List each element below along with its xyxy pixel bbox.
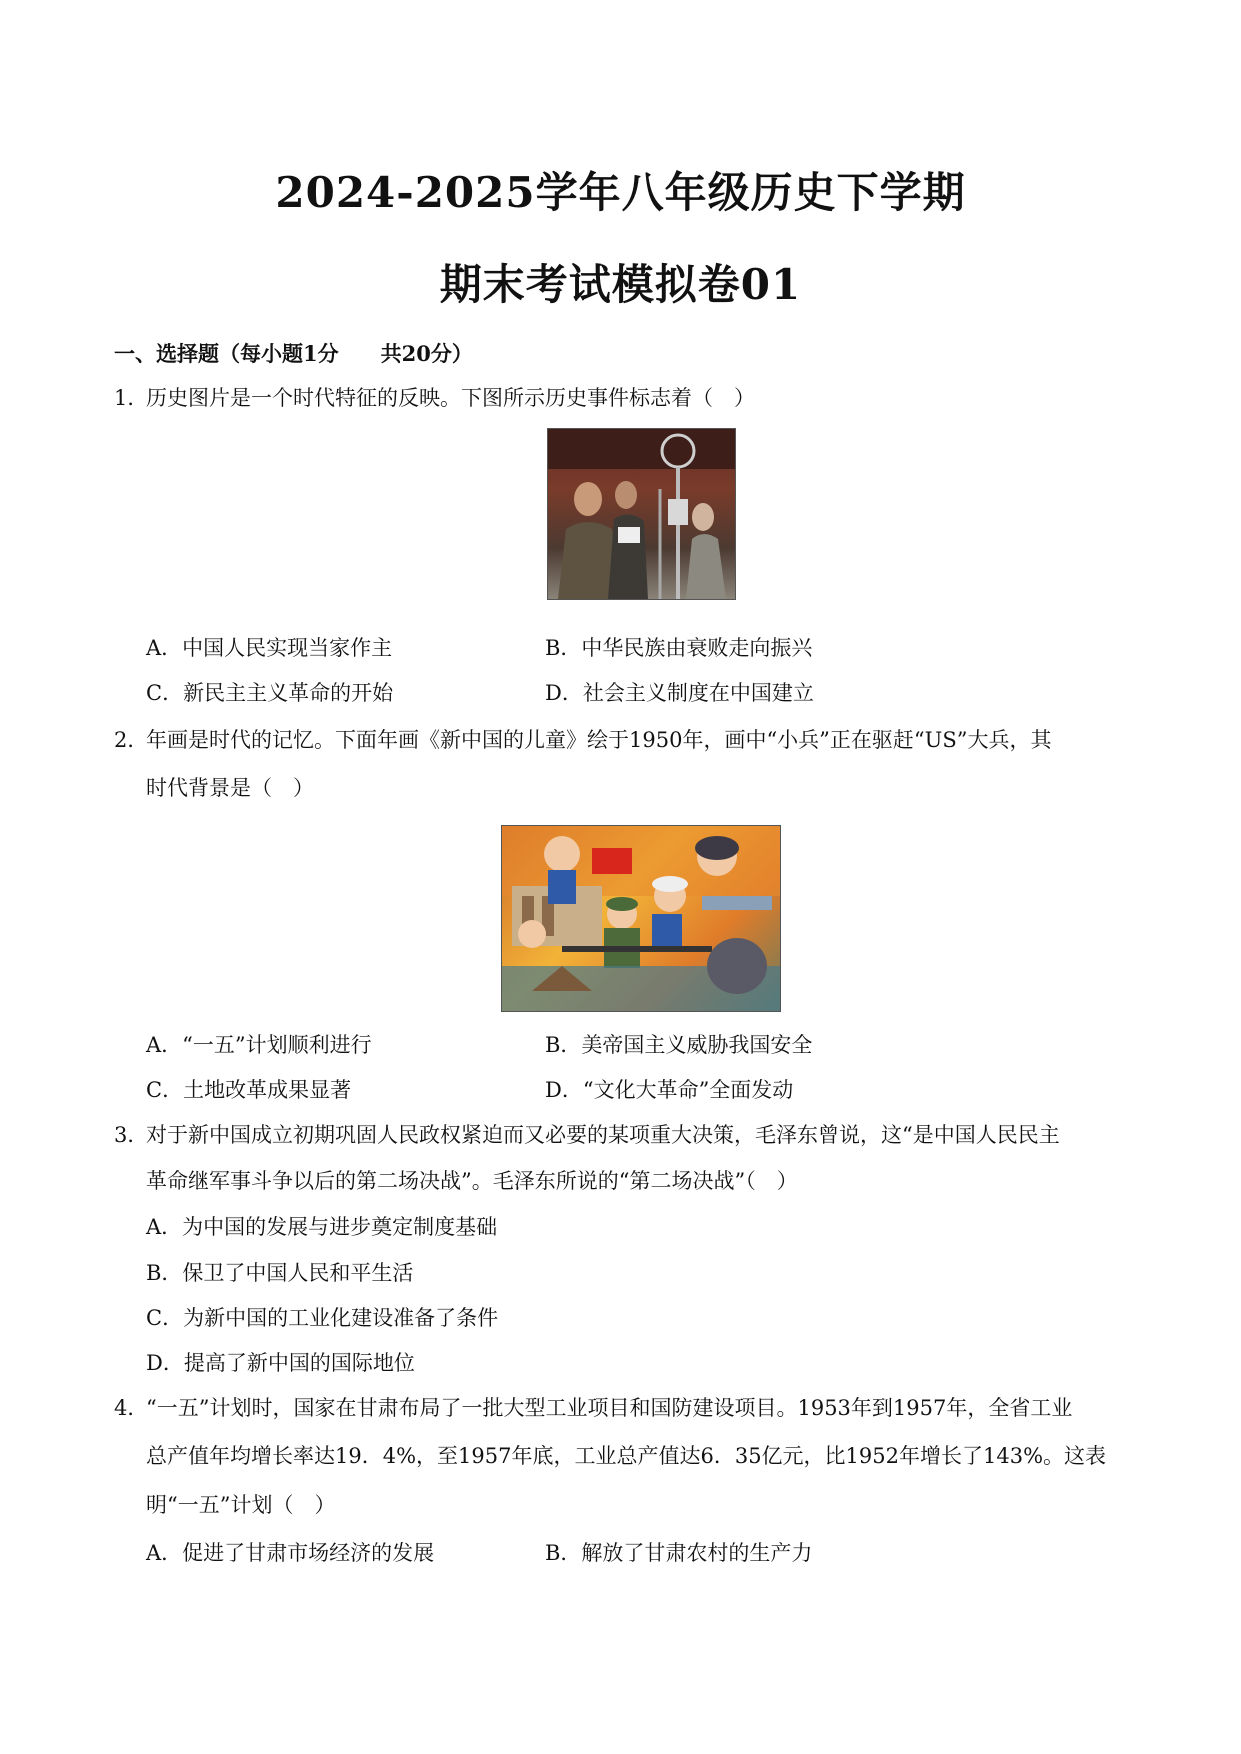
question-4-stem-line2: 总产值年均增长率达19．4%，至1957年底，工业总产值达6．35亿元，比1952年增长了143%。这表 bbox=[146, 1444, 1107, 1468]
founding-ceremony-photo bbox=[547, 428, 736, 600]
founding-ceremony-illustration bbox=[548, 429, 735, 599]
question-3-option-c[interactable]: C．为新中国的工业化建设准备了条件 bbox=[146, 1306, 499, 1330]
question-3-stem-line1 bbox=[114, 1120, 1060, 1150]
question-1-option-b[interactable]: B．中华民族由衰败走向振兴 bbox=[545, 636, 813, 660]
question-2-option-a[interactable]: A．“一五”计划顺利进行 bbox=[146, 1033, 372, 1057]
question-text: “一五”计划时，国家在甘肃布局了一批大型工业项目和国防建设项目。1953年到1957年，全省工业 bbox=[146, 1396, 1073, 1420]
question-text: 历史图片是一个时代特征的反映。下图所示历史事件标志着（ ） bbox=[146, 386, 755, 410]
question-number: 3． bbox=[114, 1123, 149, 1147]
question-2-option-c[interactable]: C．土地改革成果显著 bbox=[146, 1078, 352, 1102]
question-number: 4． bbox=[114, 1396, 149, 1420]
question-3-option-d[interactable]: D．提高了新中国的国际地位 bbox=[146, 1351, 415, 1375]
question-text: 对于新中国成立初期巩固人民政权紧迫而又必要的某项重大决策，毛泽东曾说，这“是中国人民民主 bbox=[146, 1123, 1060, 1147]
question-2-stem-line1 bbox=[114, 725, 1051, 755]
question-4-stem-line3: 明“一五”计划（ ） bbox=[146, 1493, 336, 1517]
question-number: 1． bbox=[114, 386, 149, 410]
question-2-option-b[interactable]: B．美帝国主义威胁我国安全 bbox=[545, 1033, 813, 1057]
question-3-stem-line2: 革命继军事斗争以后的第二场决战”。毛泽东所说的“第二场决战”（ ） bbox=[146, 1169, 798, 1193]
new-china-children-poster bbox=[501, 825, 781, 1012]
question-1-option-c[interactable]: C．新民主主义革命的开始 bbox=[146, 681, 394, 705]
question-2-option-d[interactable]: D．“文化大革命”全面发动 bbox=[545, 1078, 794, 1102]
question-2-stem-line2: 时代背景是（ ） bbox=[146, 776, 314, 800]
question-1-stem bbox=[114, 383, 755, 413]
poster-illustration bbox=[502, 826, 780, 1011]
exam-title-line1: 2024-2025学年八年级历史下学期 bbox=[275, 168, 966, 217]
question-text: 年画是时代的记忆。下面年画《新中国的儿童》绘于1950年，画中“小兵”正在驱赶“US”大兵，其 bbox=[146, 728, 1052, 752]
section-heading: 一、选择题（每小题1分 共20分） bbox=[114, 341, 473, 366]
question-4-option-b[interactable]: B．解放了甘肃农村的生产力 bbox=[545, 1541, 813, 1565]
question-1-option-a[interactable]: A．中国人民实现当家作主 bbox=[146, 636, 393, 660]
question-1-option-d[interactable]: D．社会主义制度在中国建立 bbox=[545, 681, 814, 705]
question-4-stem-line1 bbox=[114, 1393, 1072, 1423]
question-4-option-a[interactable]: A．促进了甘肃市场经济的发展 bbox=[146, 1541, 435, 1565]
question-3-option-a[interactable]: A．为中国的发展与进步奠定制度基础 bbox=[146, 1215, 498, 1239]
question-number: 2． bbox=[114, 728, 149, 752]
question-3-option-b[interactable]: B．保卫了中国人民和平生活 bbox=[146, 1261, 414, 1285]
exam-title-line2: 期末考试模拟卷01 bbox=[439, 260, 802, 309]
